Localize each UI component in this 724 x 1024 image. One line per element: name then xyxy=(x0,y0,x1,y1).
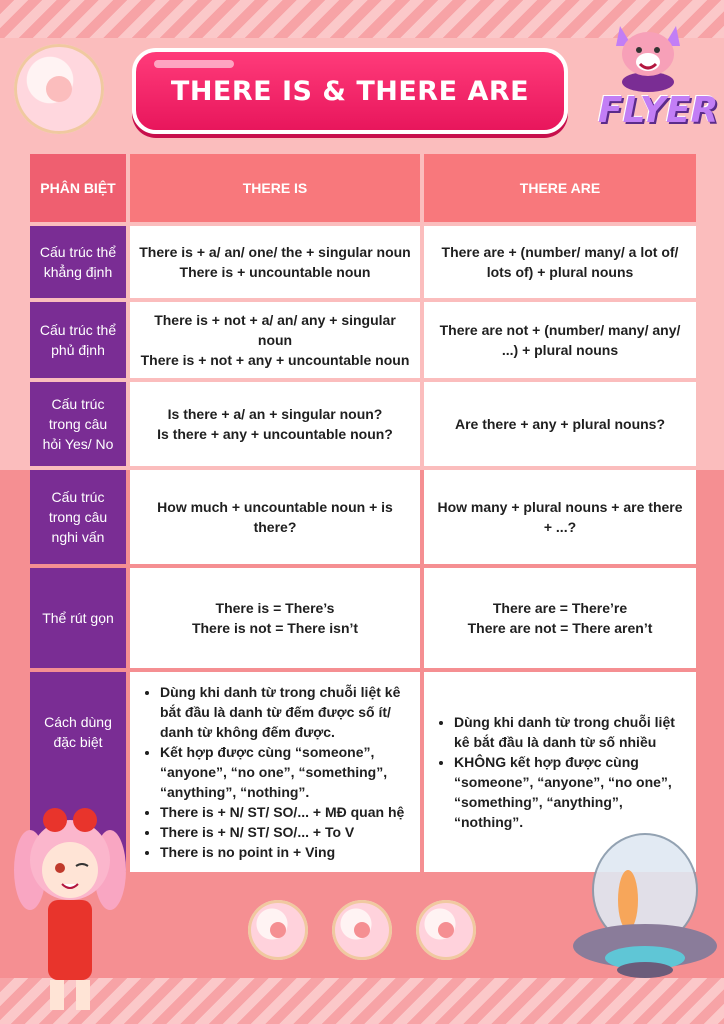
row-label: Cấu trúc thể phủ định xyxy=(30,302,126,378)
cell-line: Is there + any + uncountable noun? xyxy=(157,426,393,442)
flyer-logo: FLYER xyxy=(598,90,719,131)
header-there-is: THERE IS xyxy=(130,154,420,222)
list-item: • There is + N/ ST/ SO/... + MĐ quan hệ xyxy=(160,802,410,822)
cell-there-is xyxy=(130,470,420,564)
girl-character-icon xyxy=(0,800,150,1020)
row-label: Thể rút gọn xyxy=(30,568,126,668)
cell-line: There is + uncountable noun xyxy=(179,264,371,280)
comparison-table xyxy=(26,150,700,876)
cell-there-is xyxy=(130,672,420,872)
cell-line: There are not + (number/ many/ any/ ...) + plural nouns xyxy=(439,322,681,358)
cell-there-are xyxy=(424,568,696,668)
title-shine xyxy=(154,60,234,68)
donut-icon xyxy=(332,900,392,960)
table-row xyxy=(30,568,696,668)
table-row xyxy=(30,470,696,564)
page-title: THERE IS & THERE ARE xyxy=(170,75,530,107)
table-row xyxy=(30,302,696,378)
donut-icon xyxy=(14,44,104,134)
cell-there-are xyxy=(424,226,696,298)
cell-line: There are + (number/ many/ a lot of/ lots of) + plural nouns xyxy=(441,244,679,280)
cell-line: There is + not + a/ an/ any + singular noun xyxy=(154,312,396,348)
table-row xyxy=(30,382,696,466)
row-label: Cấu trúc thể khẳng định xyxy=(30,226,126,298)
cell-there-is xyxy=(130,568,420,668)
cell-line: Is there + a/ an + singular noun? xyxy=(167,406,383,422)
cell-there-are xyxy=(424,302,696,378)
cell-line: There is not = There isn’t xyxy=(191,620,359,636)
cell-line: There are not = There aren’t xyxy=(467,620,653,636)
table-header-row xyxy=(30,154,696,222)
cell-there-are xyxy=(424,382,696,466)
header-there-are: THERE ARE xyxy=(424,154,696,222)
cell-there-is xyxy=(130,226,420,298)
cell-line: How much + uncountable noun + is there? xyxy=(157,499,393,535)
cell-line: There is = There’s xyxy=(215,600,335,616)
list-item: • There is + N/ ST/ SO/... + To V xyxy=(160,822,410,842)
list-item: • KHÔNG kết hợp được cùng “someone”, “anyone”, “no one”, “something”, “anything”, “nothing”. xyxy=(454,752,686,832)
mascot-icon xyxy=(606,12,690,96)
bullet-list xyxy=(434,712,686,832)
cell-line: There is + a/ an/ one/ the + singular noun xyxy=(139,244,411,260)
cell-there-is xyxy=(130,302,420,378)
donut-icon xyxy=(248,900,308,960)
cell-line: How many + plural nouns + are there + ...? xyxy=(437,499,683,535)
row-label: Cách dùng đặc biệt xyxy=(30,672,126,872)
list-item: • There is no point in + Ving xyxy=(160,842,410,862)
ufo-icon xyxy=(570,830,720,990)
cell-line: There are = There’re xyxy=(492,600,628,616)
cell-there-is xyxy=(130,382,420,466)
cell-line: Are there + any + plural nouns? xyxy=(454,416,666,432)
row-label: Cấu trúc trong câu hỏi Yes/ No xyxy=(30,382,126,466)
cell-there-are xyxy=(424,470,696,564)
page-title-banner xyxy=(132,48,568,134)
list-item: • Dùng khi danh từ trong chuỗi liệt kê bắt đầu là danh từ số nhiều xyxy=(454,712,686,752)
list-item: • Dùng khi danh từ trong chuỗi liệt kê bắt đầu là danh từ đếm được số ít/ danh từ không đếm được. xyxy=(160,682,410,742)
list-item: • Kết hợp được cùng “someone”, “anyone”, “no one”, “something”, “anything”, “nothing”. xyxy=(160,742,410,802)
bullet-list xyxy=(140,682,410,862)
header-label: PHÂN BIỆT xyxy=(30,154,126,222)
donut-icon xyxy=(416,900,476,960)
cell-line: There is + not + any + uncountable noun xyxy=(140,352,410,368)
table-row xyxy=(30,226,696,298)
row-label: Cấu trúc trong câu nghi vấn xyxy=(30,470,126,564)
